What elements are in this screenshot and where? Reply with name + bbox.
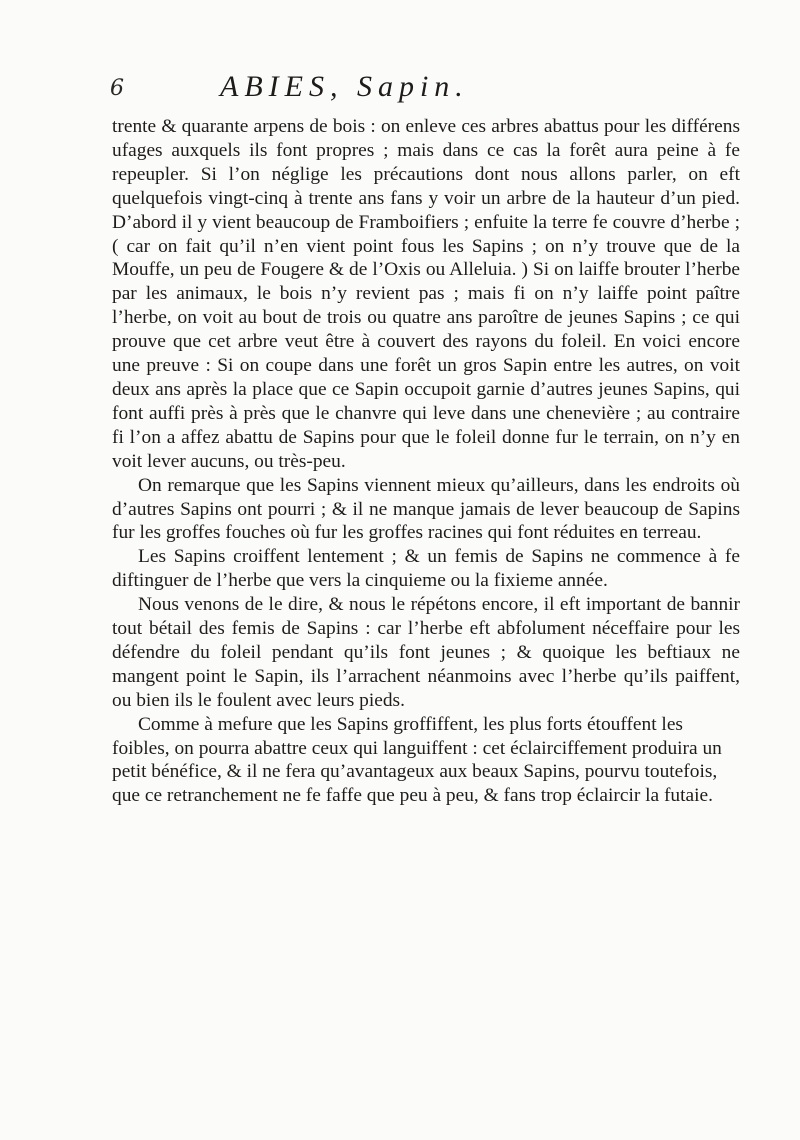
page-number: 6 (110, 76, 124, 101)
running-title: ABIES, Sapin. (220, 70, 469, 103)
paragraph-5: Comme à mefure que les Sapins groffiffent, les plus forts étouffent les foibles, on pourra abattre ceux qui languiffent : cet éclairciffement produira un petit bénéfice, & il ne fera qu’avantageux aux beaux Sapins, pourvu toutefois, que ce retranchement ne fe faffe que peu à peu, & fans trop éclaircir la futaie. (112, 713, 722, 807)
paragraph-1: trente & quarante arpens de bois : on enleve ces arbres abattus pour les différens ufages auxquels ils font propres ; mais dans ce cas la forêt aura peine à fe repeupler. Si l’on néglige les précautions dont nous allons parler, on eft quelquefois vingt-cinq à trente ans fans y voir un arbre de la hauteur d’un pied. D’abord il y vient beaucoup de Framboifiers ; enfuite la terre fe couvre d’herbe ; ( car on fait qu’il n’en vient point fous les Sapins ; on n’y trouve que de la Mouffe, un peu de Fougere & de l’Oxis ou Alleluia. ) Si on laiffe brouter l’herbe par les animaux, le bois n’y revient pas ; mais fi on n’y laiffe point paître l’herbe, on voit au bout de trois ou quatre ans paroître de jeunes Sapins ; ce qui prouve que cet arbre veut être à couvert des rayons du foleil. En voici encore une preuve : Si on coupe dans une forêt un gros Sapin entre les autres, on voit deux ans après la place que ce Sapin occupoit garnie d’autres jeunes Sapins, qui font auffi près à près que le chanvre qui leve dans une chenevière ; au contraire fi l’on a affez abattu de Sapins pour que le foleil donne fur le terrain, on n’y en voit lever aucuns, ou très-peu. (112, 116, 740, 472)
paragraph-4: Nous venons de le dire, & nous le répétons encore, il eft important de bannir tout bétail des femis de Sapins : car l’herbe eft abfolument néceffaire pour les défendre du foleil pendant qu’ils font jeunes ; & quoique les beftiaux ne mangent point le Sapin, ils l’arrachent néanmoins avec l’herbe qu’ils paiffent, ou bien ils le foulent avec leurs pieds. (112, 594, 740, 711)
paragraph-2: On remarque que les Sapins viennent mieux qu’ailleurs, dans les endroits où d’autres Sapins ont pourri ; & il ne manque jamais de lever beaucoup de Sapins fur les groffes fouches où fur les groffes racines qui font réduites en terreau. (112, 474, 740, 544)
paragraph-3: Les Sapins croiffent lentement ; & un femis de Sapins ne commence à fe diftinguer de l’herbe que vers la cinquieme ou la fixieme année. (112, 546, 740, 592)
text-body (112, 115, 740, 808)
running-head (110, 70, 750, 110)
